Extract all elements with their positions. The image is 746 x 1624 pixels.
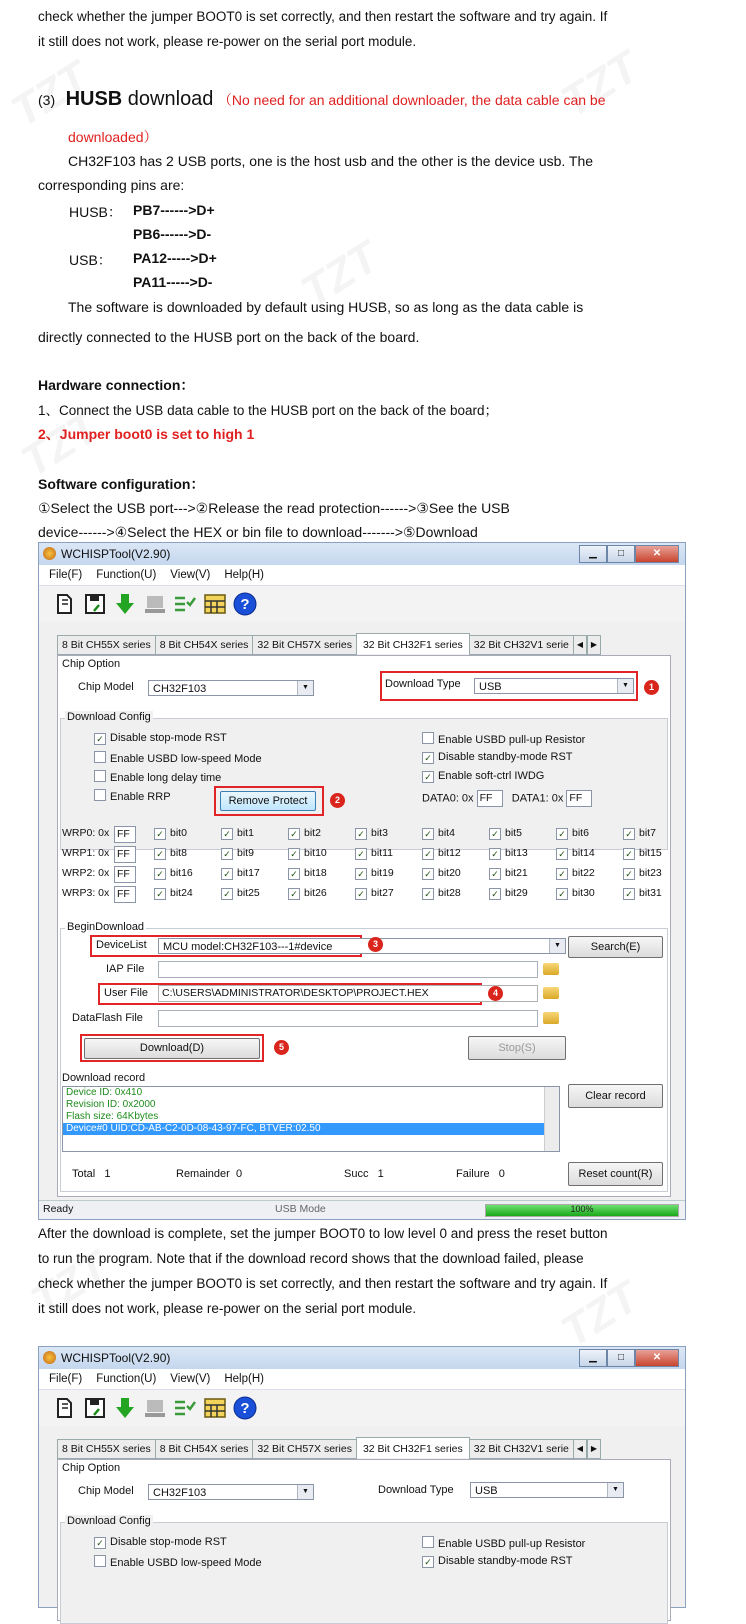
marker-3: 3: [368, 937, 383, 952]
status-bar: [39, 1200, 685, 1219]
checklist-icon[interactable]: [173, 1396, 197, 1420]
record-scrollbar[interactable]: [544, 1087, 559, 1151]
opt-disable-stop-mode[interactable]: ✓ Disable stop-mode RST: [94, 1536, 227, 1549]
ch32f1-panel: [57, 655, 671, 1197]
user-file-label: User File: [104, 987, 149, 999]
help-icon[interactable]: [233, 592, 257, 616]
after-line-1: After the download is complete, set the jumper BOOT0 to low level 0 and press the reset button: [38, 1226, 608, 1241]
data1-input[interactable]: FF: [566, 790, 592, 807]
app-logo-icon: [43, 1351, 56, 1364]
help-icon[interactable]: [233, 1396, 257, 1420]
data0-input[interactable]: FF: [477, 790, 503, 807]
opt-soft-ctrl-iwdg[interactable]: ✓ Enable soft-ctrl IWDG: [422, 770, 544, 783]
wrp-row: [62, 826, 672, 844]
wrp-value-input[interactable]: FF: [114, 886, 136, 903]
para1-line-2: corresponding pins are:: [38, 177, 185, 193]
hardware-item-1: 1、Connect the USB data cable to the HUSB port on the back of the board；: [38, 403, 499, 418]
wrp-label: WRP1: 0x: [62, 847, 110, 859]
wrp-value-input[interactable]: FF: [114, 846, 136, 863]
menu-view[interactable]: View(V): [170, 1373, 211, 1385]
save-icon[interactable]: [83, 1396, 107, 1420]
record-line: Revision ID: 0x2000: [66, 1099, 156, 1110]
download-record-list[interactable]: [62, 1086, 560, 1152]
wrp-row: [62, 886, 672, 904]
wrp-bit-checkbox[interactable]: ✓ bit29: [489, 887, 528, 900]
wrp-bit-checkbox[interactable]: ✓ bit18: [288, 867, 327, 880]
marker-5: 5: [274, 1040, 289, 1055]
opt-disable-standby[interactable]: ✓ Disable standby-mode RST: [422, 1555, 573, 1568]
window-title: WCHISPTool(V2.90): [61, 1351, 171, 1365]
maximize-button[interactable]: □: [607, 545, 635, 563]
marker-1: 1: [644, 680, 659, 695]
wrp-bit-checkbox[interactable]: ✓ bit22: [556, 867, 595, 880]
search-button[interactable]: Search(E): [568, 936, 663, 958]
total-count: Total 1: [72, 1168, 111, 1180]
download-record-label: Download record: [62, 1072, 146, 1084]
close-button[interactable]: ✕: [635, 545, 679, 563]
section-title-rest: download: [122, 88, 214, 110]
download-type-label: Download Type: [378, 1484, 454, 1496]
download-config-label: Download Config: [67, 711, 151, 723]
open-file-icon[interactable]: [53, 1396, 77, 1420]
download-arrow-icon[interactable]: [113, 1396, 137, 1420]
download-arrow-icon[interactable]: [113, 592, 137, 616]
opt-disable-stop-mode[interactable]: ✓ Disable stop-mode RST: [94, 732, 227, 745]
wrp-bit-checkbox[interactable]: ✓ bit24: [154, 887, 193, 900]
menu-bar: [39, 565, 685, 586]
chevron-down-icon: ▼: [549, 939, 565, 953]
tab-ch57x[interactable]: 32 Bit CH57X series: [252, 1439, 357, 1459]
wrp-bit-checkbox[interactable]: ✓ bit9: [221, 847, 254, 860]
after-line-3: check whether the jumper BOOT0 is set correctly, and then restart the software and try again. If: [38, 1276, 608, 1291]
calculator-icon[interactable]: [203, 592, 227, 616]
marker-4: 4: [488, 986, 503, 1001]
wrp-bit-checkbox[interactable]: ✓ bit30: [556, 887, 595, 900]
tab-ch57x[interactable]: 32 Bit CH57X series: [252, 635, 357, 655]
watermark: [553, 42, 648, 127]
wrp-row: [62, 866, 672, 884]
wrp-bit-checkbox[interactable]: ✓ bit20: [422, 867, 461, 880]
opt-disable-standby[interactable]: ✓ Disable standby-mode RST: [422, 751, 573, 764]
chevron-down-icon: ▼: [297, 681, 313, 695]
ch32f1-panel: [57, 1459, 671, 1621]
clear-record-button[interactable]: Clear record: [568, 1084, 663, 1108]
calculator-icon[interactable]: [203, 1396, 227, 1420]
svg-text:?: ?: [240, 1400, 250, 1417]
opt-usbd-pullup[interactable]: Enable USBD pull-up Resistor: [422, 732, 585, 746]
wrp-bit-checkbox[interactable]: ✓ bit19: [355, 867, 394, 880]
record-line: Flash size: 64Kbytes: [66, 1111, 159, 1122]
wrp-bit-checkbox[interactable]: ✓ bit17: [221, 867, 260, 880]
close-button[interactable]: ✕: [635, 1349, 679, 1367]
minimize-button[interactable]: ▁: [579, 1349, 607, 1367]
wrp-label: WRP3: 0x: [62, 887, 110, 899]
folder-icon[interactable]: [543, 963, 559, 975]
failure-count: Failure 0: [456, 1168, 505, 1180]
wrp-row: [62, 846, 672, 864]
folder-icon[interactable]: [543, 987, 559, 999]
after-line-4: it still does not work, please re-power on the serial port module.: [38, 1301, 417, 1316]
iap-file-label: IAP File: [106, 963, 145, 975]
tab-ch54x[interactable]: 8 Bit CH54X series: [155, 1439, 254, 1459]
software-steps-2: device------>④Select the HEX or bin file to download------->⑤Download: [38, 524, 478, 540]
menu-function[interactable]: Function(U): [96, 569, 157, 581]
tab-scroll-left-icon[interactable]: ◀: [573, 635, 587, 655]
wrp-bit-checkbox[interactable]: ✓ bit27: [355, 887, 394, 900]
hardware-item-2: 2、Jumper boot0 is set to high 1: [38, 426, 255, 442]
stop-button[interactable]: Stop(S): [468, 1036, 566, 1060]
opt-usbd-low-speed[interactable]: Enable USBD low-speed Mode: [94, 751, 262, 765]
wrp-bit-checkbox[interactable]: ✓ bit21: [489, 867, 528, 880]
section-number: (3): [38, 92, 56, 108]
menu-function[interactable]: Function(U): [96, 1373, 157, 1385]
wrp-bit-checkbox[interactable]: ✓ bit26: [288, 887, 327, 900]
maximize-button[interactable]: □: [607, 1349, 635, 1367]
menu-file[interactable]: File(F): [49, 1373, 83, 1385]
status-ready: Ready: [43, 1203, 74, 1215]
tab-ch32f1[interactable]: 32 Bit CH32F1 series: [356, 633, 470, 654]
tab-ch54x[interactable]: 8 Bit CH54X series: [155, 635, 254, 655]
remove-protect-button[interactable]: Remove Protect: [220, 791, 316, 811]
download-type-label: Download Type: [385, 678, 461, 690]
menu-help[interactable]: Help(H): [224, 569, 264, 581]
para2-line-1: The software is downloaded by default using HUSB, so as long as the data cable is: [68, 299, 584, 315]
series-tabs: [57, 1439, 671, 1459]
opt-long-delay[interactable]: Enable long delay time: [94, 770, 221, 784]
wrp-bit-checkbox[interactable]: ✓ bit23: [623, 867, 662, 880]
folder-icon[interactable]: [543, 1012, 559, 1024]
progress-text: 100%: [570, 1204, 594, 1214]
save-icon[interactable]: [83, 592, 107, 616]
checklist-icon[interactable]: [173, 592, 197, 616]
wrp-bit-checkbox[interactable]: ✓ bit16: [154, 867, 193, 880]
data-fields: DATA0: 0x FF DATA1: 0x FF: [422, 790, 592, 807]
wchisptool-window-2: [38, 1346, 686, 1608]
section-title-bold: HUSB: [65, 88, 123, 110]
download-type-select[interactable]: USB ▼: [474, 678, 634, 694]
menu-bar: [39, 1369, 685, 1390]
wrp-bit-checkbox[interactable]: ✓ bit6: [556, 827, 589, 840]
wrp-bit-checkbox[interactable]: ✓ bit1: [221, 827, 254, 840]
menu-view[interactable]: View(V): [170, 569, 211, 581]
download-button[interactable]: Download(D): [84, 1038, 260, 1059]
series-tabs: [57, 635, 671, 655]
download-type-select[interactable]: USB ▼: [470, 1482, 624, 1498]
device-icon[interactable]: [143, 592, 167, 616]
wrp-bit-checkbox[interactable]: ✓ bit8: [154, 847, 187, 860]
download-config-label: Download Config: [67, 1515, 151, 1527]
marker-2: 2: [330, 793, 345, 808]
open-file-icon[interactable]: [53, 592, 77, 616]
intro-line-1: check whether the jumper BOOT0 is set correctly, and then restart the software and try again. If: [38, 9, 608, 24]
record-line: Device ID: 0x410: [66, 1087, 143, 1098]
section-note-cont: downloaded）: [68, 129, 158, 145]
wrp-bit-checkbox[interactable]: ✓ bit14: [556, 847, 595, 860]
after-line-2: to run the program. Note that if the download record shows that the download failed, please: [38, 1251, 584, 1266]
menu-file[interactable]: File(F): [49, 569, 83, 581]
chip-model-select[interactable]: CH32F103 ▼: [148, 680, 314, 696]
succ-count: Succ 1: [344, 1168, 384, 1180]
tab-scroll-right-icon[interactable]: ▶: [587, 1439, 601, 1459]
tab-scroll-left-icon[interactable]: ◀: [573, 1439, 587, 1459]
wrp-bit-checkbox[interactable]: ✓ bit3: [355, 827, 388, 840]
intro-line-2: it still does not work, please re-power on the serial port module.: [38, 34, 417, 49]
dataflash-file-input[interactable]: [158, 1010, 538, 1027]
wrp-bit-checkbox[interactable]: ✓ bit4: [422, 827, 455, 840]
chip-option-label: Chip Option: [62, 1462, 121, 1474]
wrp-bit-checkbox[interactable]: ✓ bit12: [422, 847, 461, 860]
progress-bar: [485, 1204, 679, 1217]
opt-usbd-low-speed[interactable]: Enable USBD low-speed Mode: [94, 1555, 262, 1569]
usb-pin-2: PA11----->D-: [133, 274, 213, 290]
chevron-down-icon: ▼: [617, 679, 633, 693]
wrp-bit-checkbox[interactable]: ✓ bit28: [422, 887, 461, 900]
wchisptool-window: [38, 542, 686, 1220]
section-heading: [38, 88, 708, 111]
wrp-bit-checkbox[interactable]: ✓ bit11: [355, 847, 393, 860]
title-bar: [39, 543, 685, 565]
toolbar: [39, 1390, 685, 1426]
tab-ch55x[interactable]: 8 Bit CH55X series: [57, 1439, 156, 1459]
minimize-button[interactable]: ▁: [579, 545, 607, 563]
wrp-bit-checkbox[interactable]: ✓ bit5: [489, 827, 522, 840]
chip-option-label: Chip Option: [62, 658, 121, 670]
chip-model-select[interactable]: CH32F103 ▼: [148, 1484, 314, 1500]
toolbar: [39, 586, 685, 622]
usb-pin-1: PA12----->D+: [133, 250, 217, 266]
reset-count-button[interactable]: Reset count(R): [568, 1162, 663, 1186]
device-list-label: DeviceList: [96, 939, 147, 951]
wrp-bit-checkbox[interactable]: ✓ bit2: [288, 827, 321, 840]
wrp-bit-checkbox[interactable]: ✓ bit25: [221, 887, 260, 900]
para1-line-1: CH32F103 has 2 USB ports, one is the host usb and the other is the device usb. The: [68, 153, 594, 169]
wrp-bit-checkbox[interactable]: ✓ bit31: [623, 887, 662, 900]
dataflash-file-label: DataFlash File: [72, 1012, 143, 1024]
device-list-select[interactable]: MCU model:CH32F103---1#device ▼: [158, 938, 566, 954]
status-mode: USB Mode: [275, 1203, 326, 1215]
chevron-down-icon: ▼: [607, 1483, 623, 1497]
wrp-value-input[interactable]: FF: [114, 826, 136, 843]
chevron-down-icon: ▼: [297, 1485, 313, 1499]
begin-download-label: BeginDownload: [67, 921, 145, 933]
hardware-heading: Hardware connection：: [38, 377, 195, 393]
wrp-label: WRP2: 0x: [62, 867, 110, 879]
menu-help[interactable]: Help(H): [224, 1373, 264, 1385]
opt-usbd-pullup[interactable]: Enable USBD pull-up Resistor: [422, 1536, 585, 1550]
husb-pin-1: PB7------>D+: [133, 202, 215, 218]
wrp-label: WRP0: 0x: [62, 827, 110, 839]
husb-pin-2: PB6------>D-: [133, 226, 212, 242]
husb-label: HUSB：: [69, 204, 122, 220]
usb-label: USB：: [69, 252, 112, 268]
opt-enable-rrp[interactable]: Enable RRP: [94, 789, 171, 803]
section-note: （No need for an additional downloader, the data cable can be: [217, 92, 606, 108]
software-heading: Software configuration：: [38, 476, 205, 492]
wrp-bit-checkbox[interactable]: ✓ bit13: [489, 847, 528, 860]
tab-ch32v1[interactable]: 32 Bit CH32V1 serie: [469, 1439, 574, 1459]
svg-text:?: ?: [240, 596, 250, 613]
remainder-count: Remainder 0: [176, 1168, 243, 1180]
wrp-bit-checkbox[interactable]: ✓ bit10: [288, 847, 327, 860]
wrp-value-input[interactable]: FF: [114, 866, 136, 883]
para2-line-2: directly connected to the HUSB port on the back of the board.: [38, 329, 420, 345]
record-line-selected[interactable]: Device#0 UID:CD-AB-C2-0D-08-43-97-FC, BTVER:02.50: [63, 1123, 559, 1135]
iap-file-input[interactable]: [158, 961, 538, 978]
tab-ch55x[interactable]: 8 Bit CH55X series: [57, 635, 156, 655]
user-file-input[interactable]: C:\USERS\ADMINISTRATOR\DESKTOP\PROJECT.HEX: [158, 985, 538, 1002]
wrp-bit-checkbox[interactable]: ✓ bit15: [623, 847, 662, 860]
tab-ch32v1[interactable]: 32 Bit CH32V1 serie: [469, 635, 574, 655]
tab-ch32f1[interactable]: 32 Bit CH32F1 series: [356, 1437, 470, 1458]
chip-model-label: Chip Model: [78, 681, 134, 693]
title-bar: [39, 1347, 685, 1369]
chip-model-label: Chip Model: [78, 1485, 134, 1497]
device-icon[interactable]: [143, 1396, 167, 1420]
software-steps-1: ①Select the USB port--->②Release the read protection------>③See the USB: [38, 500, 510, 516]
wrp-bit-checkbox[interactable]: ✓ bit0: [154, 827, 187, 840]
window-title: WCHISPTool(V2.90): [61, 547, 171, 561]
wrp-bit-checkbox[interactable]: ✓ bit7: [623, 827, 656, 840]
app-logo-icon: [43, 547, 56, 560]
tab-scroll-right-icon[interactable]: ▶: [587, 635, 601, 655]
